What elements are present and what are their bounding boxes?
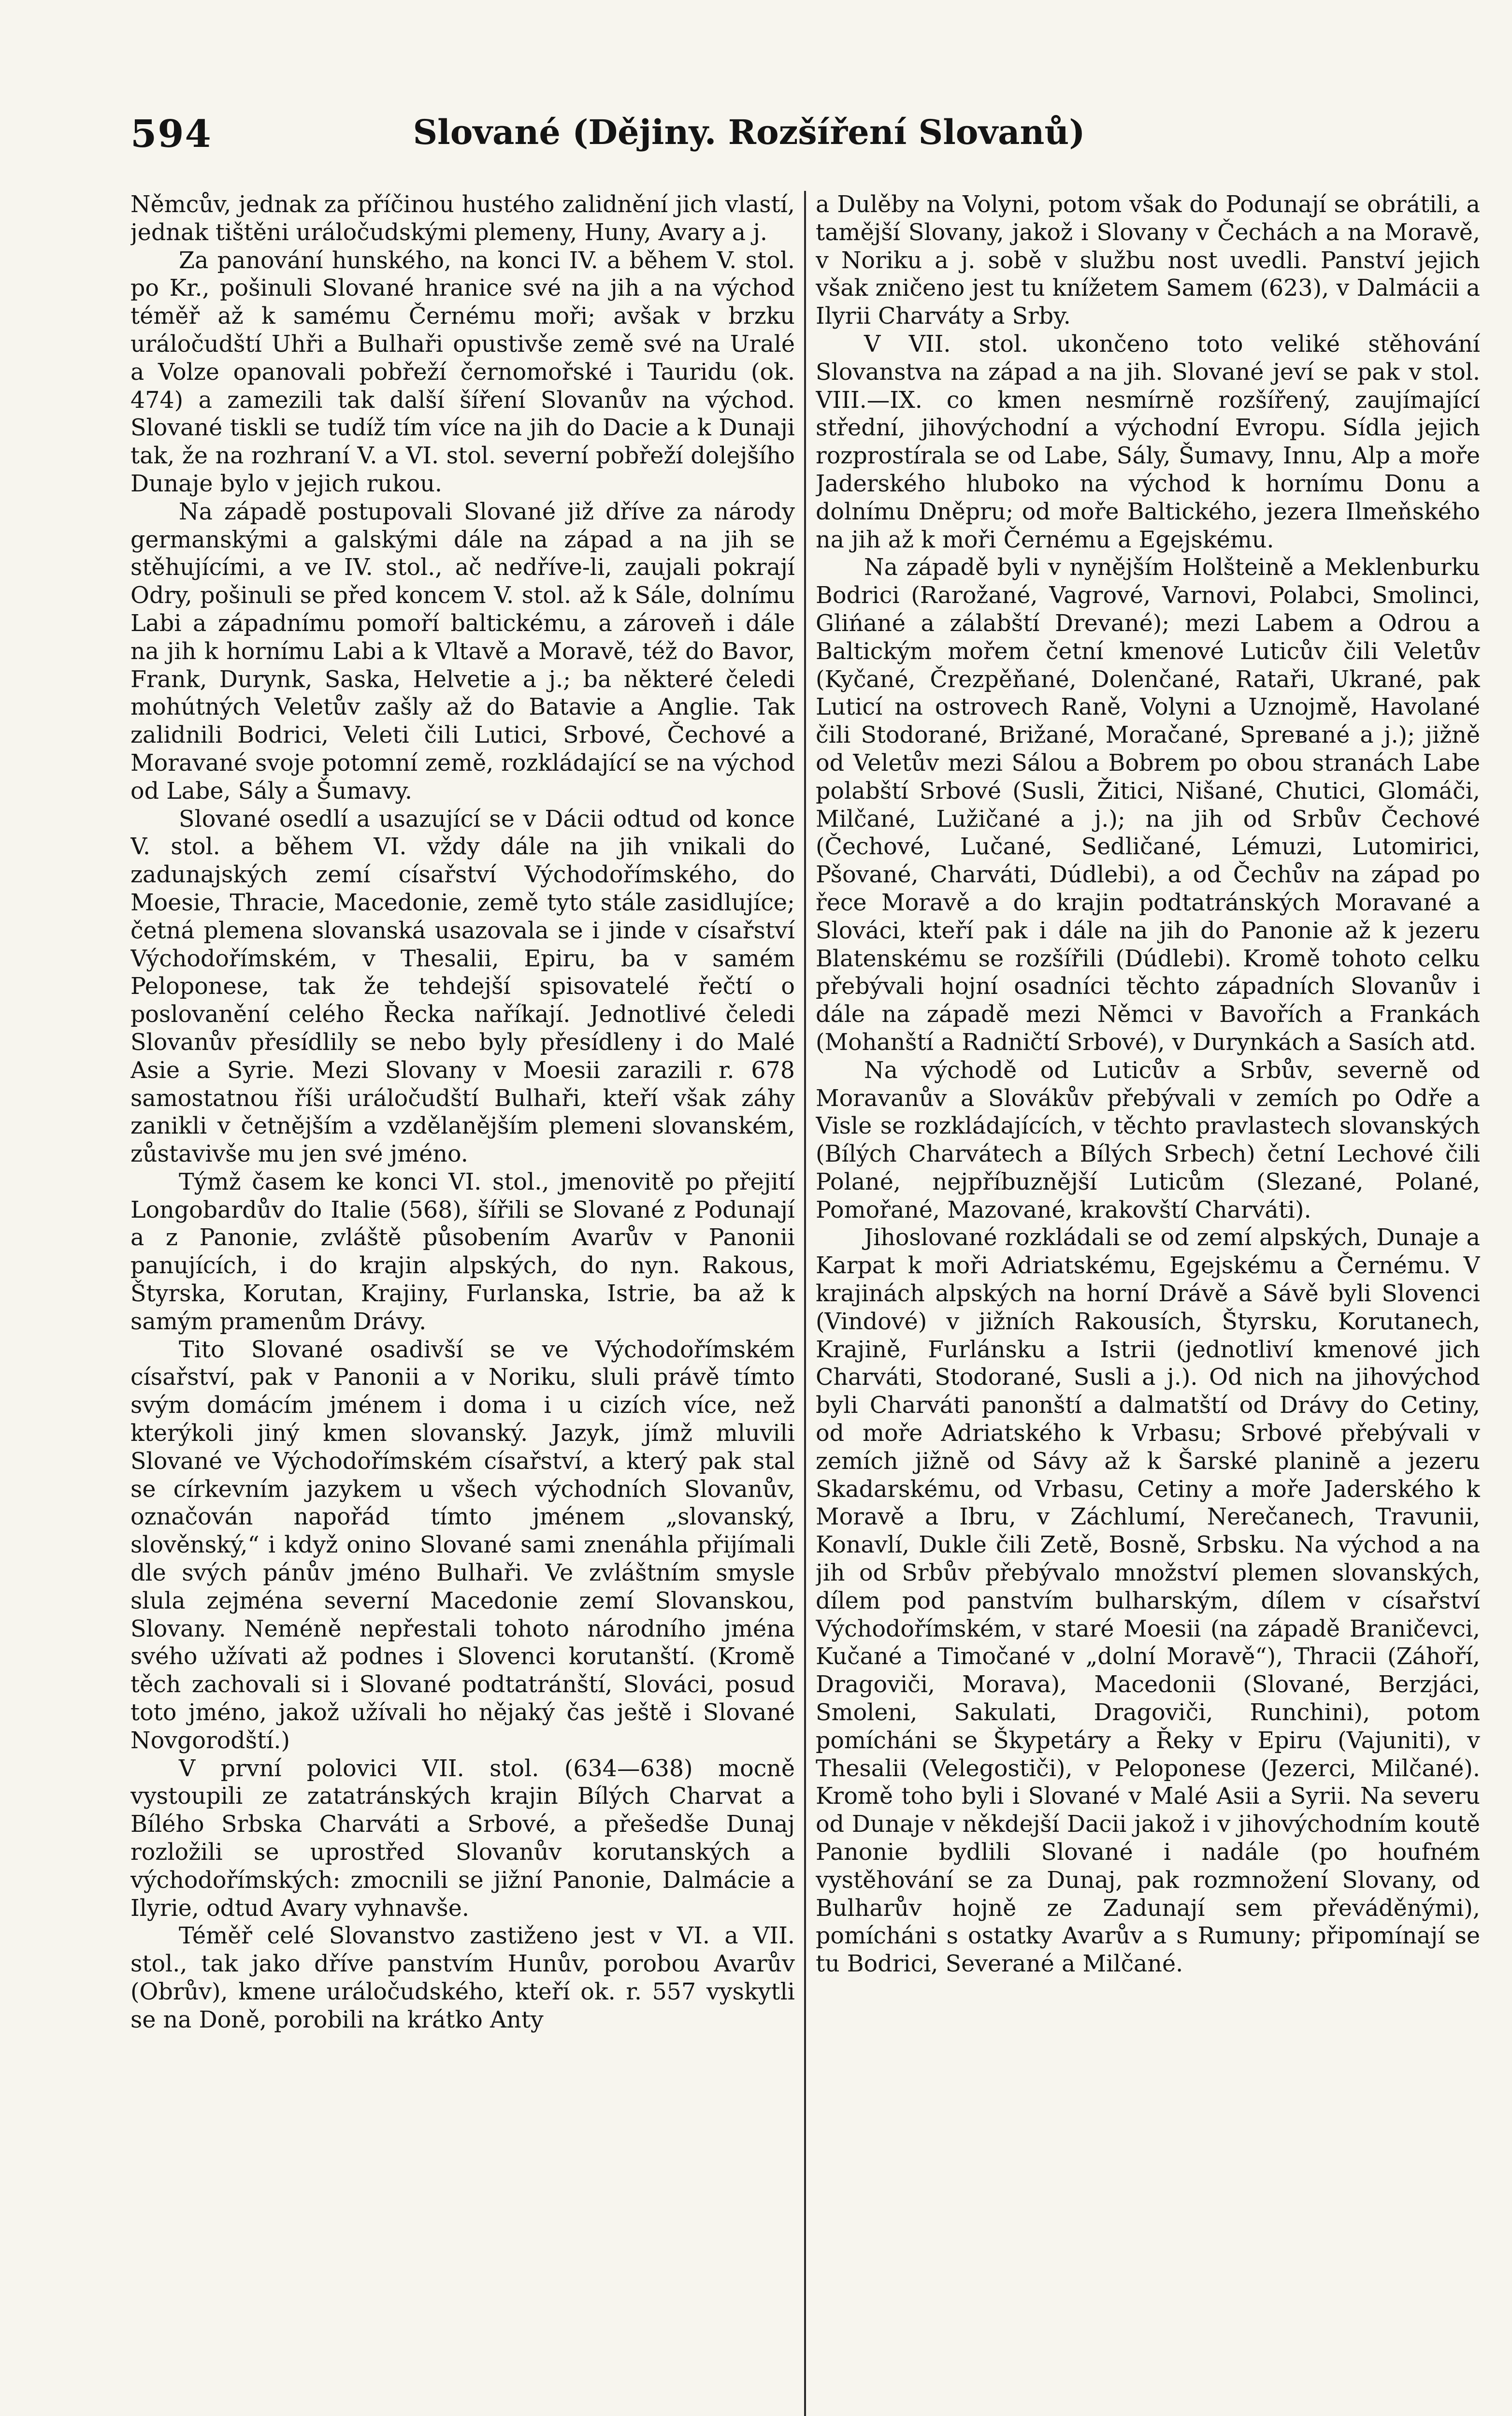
column-divider xyxy=(804,191,806,2416)
paragraph: Němcův, jednak za příčinou hustého zalidnění jich vlastí, jednak tištěni uráločudskými plemeny, Huny, Avary a j. xyxy=(130,191,795,246)
paragraph: Za panování hunského, na konci IV. a během V. stol. po Kr., pošinuli Slované hranice své na jih a na východ téměř až k samému Černému moři; avšak v brzku uráločudští Uhři a Bulhaři opustivše země své na Uralé a Volze opanovali pobřeží černomořské i Tauridu (ok. 474) a zamezili tak další šíření Slovanův na východ. Slované tiskli se tudíž tím více na jih do Dacie a k Dunaji tak, že na rozhraní V. a VI. stol. severní pobřeží dolejšího Dunaje bylo v jejich rukou. xyxy=(130,247,795,497)
paragraph: Na západě byli v nynějším Holšteině a Meklenburku Bodrici (Rarožané, Vagrové, Varnovi, Polabci, Smolinci, Glińané a zálabští Drevané); mezi Labem a Odrou a Baltickým mořem četní kmenové Luticův čili Veletův (Kyčané, Črezpěňané, Dolenčané, Rataři, Ukrané, pak Luticí na ostrovech Raně, Volyni a Uznojmě, Havolané čili Stodorané, Brižané, Moračané, Spreвané a j.); jižně od Veletův mezi Sálou a Bobrem po obou stranách Labe polabští Srbové (Susli, Žitici, Nišané, Chutici, Glomáči, Milčané, Lužičané a j.); na jih od Srbův Čechové (Čechové, Lučané, Sedličané, Lémuzi, Lutomirici, Pšované, Charváti, Dúdlebi), a od Čechův na západ po řece Moravě a do krajin podtatránských Moravané a Slováci, kteří pak i dále na jih do Panonie až k jezeru Blatenskému se rozšířili (Dúdlebi). Kromě tohoto celku přebývali hojní osadníci těchto západních Slovanův i dále na západě mezi Němci v Bavořích a Frankách (Mohanští a Radničtí Srbové), v Durynkách a Sasích atd. xyxy=(816,554,1480,1056)
page-header xyxy=(130,112,1368,165)
running-head: Slované (Dějiny. Rozšíření Slovanů) xyxy=(413,112,1085,152)
paragraph: V první polovici VII. stol. (634—638) mocně vystoupili ze zatatránských krajin Bílých Charvat a Bílého Srbska Charváti a Srbové, a přešedše Dunaj rozložili se uprostřed Slovanův korutanských a východořímských: zmocnili se jižní Panonie, Dalmácie a Ilyrie, odtud Avary vyhnavše. xyxy=(130,1755,795,1922)
paragraph: Jihoslované rozkládali se od zemí alpských, Dunaje a Karpat k moři Adriatskému, Egejskému a Černému. V krajinách alpských na horní Drávě a Sávě byli Slovenci (Vindové) v jižních Rakousích, Štyrsku, Korutanech, Krajině, Furlánsku a Istrii (jednotliví kmenové jich Charváti, Stodorané, Susli a j.). Od nich na jihovýchod byli Charváti panonští a dalmatští od Drávy do Cetiny, od moře Adriatského k Vrbasu; Srbové přebývali v zemích jižně od Sávy až k Šarské planině a jezeru Skadarskému, od Vrbasu, Cetiny a moře Jaderského k Moravě a Ibru, v Záchlumí, Nerečanech, Travunii, Konavlí, Dukle čili Zetě, Bosně, Srbsku. Na východ a na jih od Srbův přebývalo množství plemen slovanských, dílem pod panstvím bulharským, dílem v císařství Východořímském, v staré Moesii (na západě Braničevci, Kučané a Timočané v „dolní Moravě“), Thracii (Záhoří, Dragoviči, Morava), Macedonii (Slované, Berzjáci, Smoleni, Sakulati, Dragoviči, Runchini), potom pomícháni se Škypetáry a Řeky v Epiru (Vajuniti), v Thesalii (Velegostiči), v Peloponese (Jezerci, Milčané). Kromě toho byli i Slované v Malé Asii a Syrii. Na severu od Dunaje v někdejší Dacii jakož i v jihovýchodním koutě Panonie bydlili Slované i nadále (po houfném vystěhování se za Dunaj, pak rozmnožení Slovany, od Bulharův hojně ze Zadunají sem převáděnými), pomícháni s ostatky Avarův a s Rumuny; připomínají se tu Bodrici, Severané a Milčané. xyxy=(816,1224,1480,1978)
paragraph: Týmž časem ke konci VI. stol., jmenovitě po přejití Longobardův do Italie (568), šířili se Slované z Podunají a z Panonie, zvláště působením Avarův v Panonii panujících, i do krajin alpských, do nyn. Rakous, Štyrska, Korutan, Krajiny, Furlanska, Istrie, ba až k samým pramenům Drávy. xyxy=(130,1168,795,1335)
paragraph: Tito Slované osadivší se ve Východořímském císařství, pak v Panonii a v Noriku, sluli právě tímto svým domácím jménem i doma i u cizích více, než kterýkoli jiný kmen slovanský. Jazyk, jímž mluvili Slované ve Východořímském císařství, a který pak stal se církevním jazykem u všech východních Slovanův, označován napořád tímto jménem „slovanský, slověnský,“ i když onino Slované sami znenáhla přijímali dle svých pánův jméno Bulhaři. Ve zvláštním smysle slula zejména severní Macedonie zemí Slovanskou, Slovany. Neméně nepřestali tohoto národního jména svého užívati až podnes i Slovenci korutanští. (Kromě těch zachovali si i Slované podtatránští, Slováci, posud toto jméno, jakož užívali ho nějaký čas ještě i Slované Novgorodští.) xyxy=(130,1336,795,1754)
page-number: 594 xyxy=(130,112,212,156)
left-column xyxy=(130,191,795,2416)
paragraph: Slované osedlí a usazující se v Dácii odtud od konce V. stol. a během VI. vždy dále na jih vnikali do zadunajských zemí císařství Východořímského, do Moesie, Thracie, Macedonie, země tyto stále zasidlujíce; četná plemena slovanská usazovala se i jinde v císařství Východořímském, v Thesalii, Epiru, ba v samém Peloponese, tak že tehdejší spisovatelé řečtí o poslovanění celého Řecka naříkají. Jednotlivé čeledi Slovanův přesídlily se nebo byly přesídleny i do Malé Asie a Syrie. Mezi Slovany v Moesii zarazili r. 678 samostatnou říši uráločudští Bulhaři, kteří však záhy zanikli v četnějším a vzdělanějším plemeni slovanském, zůstavivše mu jen své jméno. xyxy=(130,805,795,1168)
paragraph: Téměř celé Slovanstvo zastiženo jest v VI. a VII. stol., tak jako dříve panstvím Hunův, porobou Avarův (Obrův), kmene uráločudského, kteří ok. r. 557 vyskytli se na Doně, porobili na krátko Anty xyxy=(130,1923,795,2033)
paragraph: a Dulěby na Volyni, potom však do Podunají se obrátili, a tamější Slovany, jakož i Slovany v Čechách a na Moravě, v Noriku a j. sobě v službu nost uvedli. Panství jejich však zničeno jest tu knížetem Samem (623), v Dalmácii a Ilyrii Charváty a Srby. xyxy=(816,191,1480,330)
paragraph: Na západě postupovali Slované již dříve za národy germanskými a galskými dále na západ a na jih se stěhujícími, a ve IV. stol., ač nedříve-li, zaujali pokrají Odry, pošinuli se před koncem V. stol. až k Sále, dolnímu Labi a západnímu pomoří baltickému, a zároveň i dále na jih k hornímu Labi a k Vltavě a Moravě, též do Bavor, Frank, Durynk, Saska, Helvetie a j.; ba některé čeledi mohútných Veletův zašly až do Batavie a Anglie. Tak zalidnili Bodrici, Veleti čili Lutici, Srbové, Čechové a Moravané svoje potomní země, rozkládající se na východ od Labe, Sály a Šumavy. xyxy=(130,498,795,805)
right-column xyxy=(816,191,1480,2416)
paragraph: Na východě od Luticův a Srbův, severně od Moravanův a Slovákův přebývali v zemích po Odře a Visle se rozkládajících, v těchto pravlastech slovanských (Bílých Charvátech a Bílých Srbech) četní Lechové čili Polané, nejpříbuznější Luticům (Slezané, Polané, Pomořané, Mazované, krakovští Charváti). xyxy=(816,1057,1480,1223)
paragraph: V VII. stol. ukončeno toto veliké stěhování Slovanstva na západ a na jih. Slované jeví se pak v stol. VIII.—IX. co kmen nesmírně rozšířený, zaujímající střední, jihovýchodní a východní Evropu. Sídla jejich rozprostírala se od Labe, Sály, Šumavy, Innu, Alp a moře Jaderského hluboko na východ k hornímu Donu a dolnímu Dněpru; od moře Baltického, jezera Ilmeňského na jih až k moři Černému a Egejskému. xyxy=(816,331,1480,553)
